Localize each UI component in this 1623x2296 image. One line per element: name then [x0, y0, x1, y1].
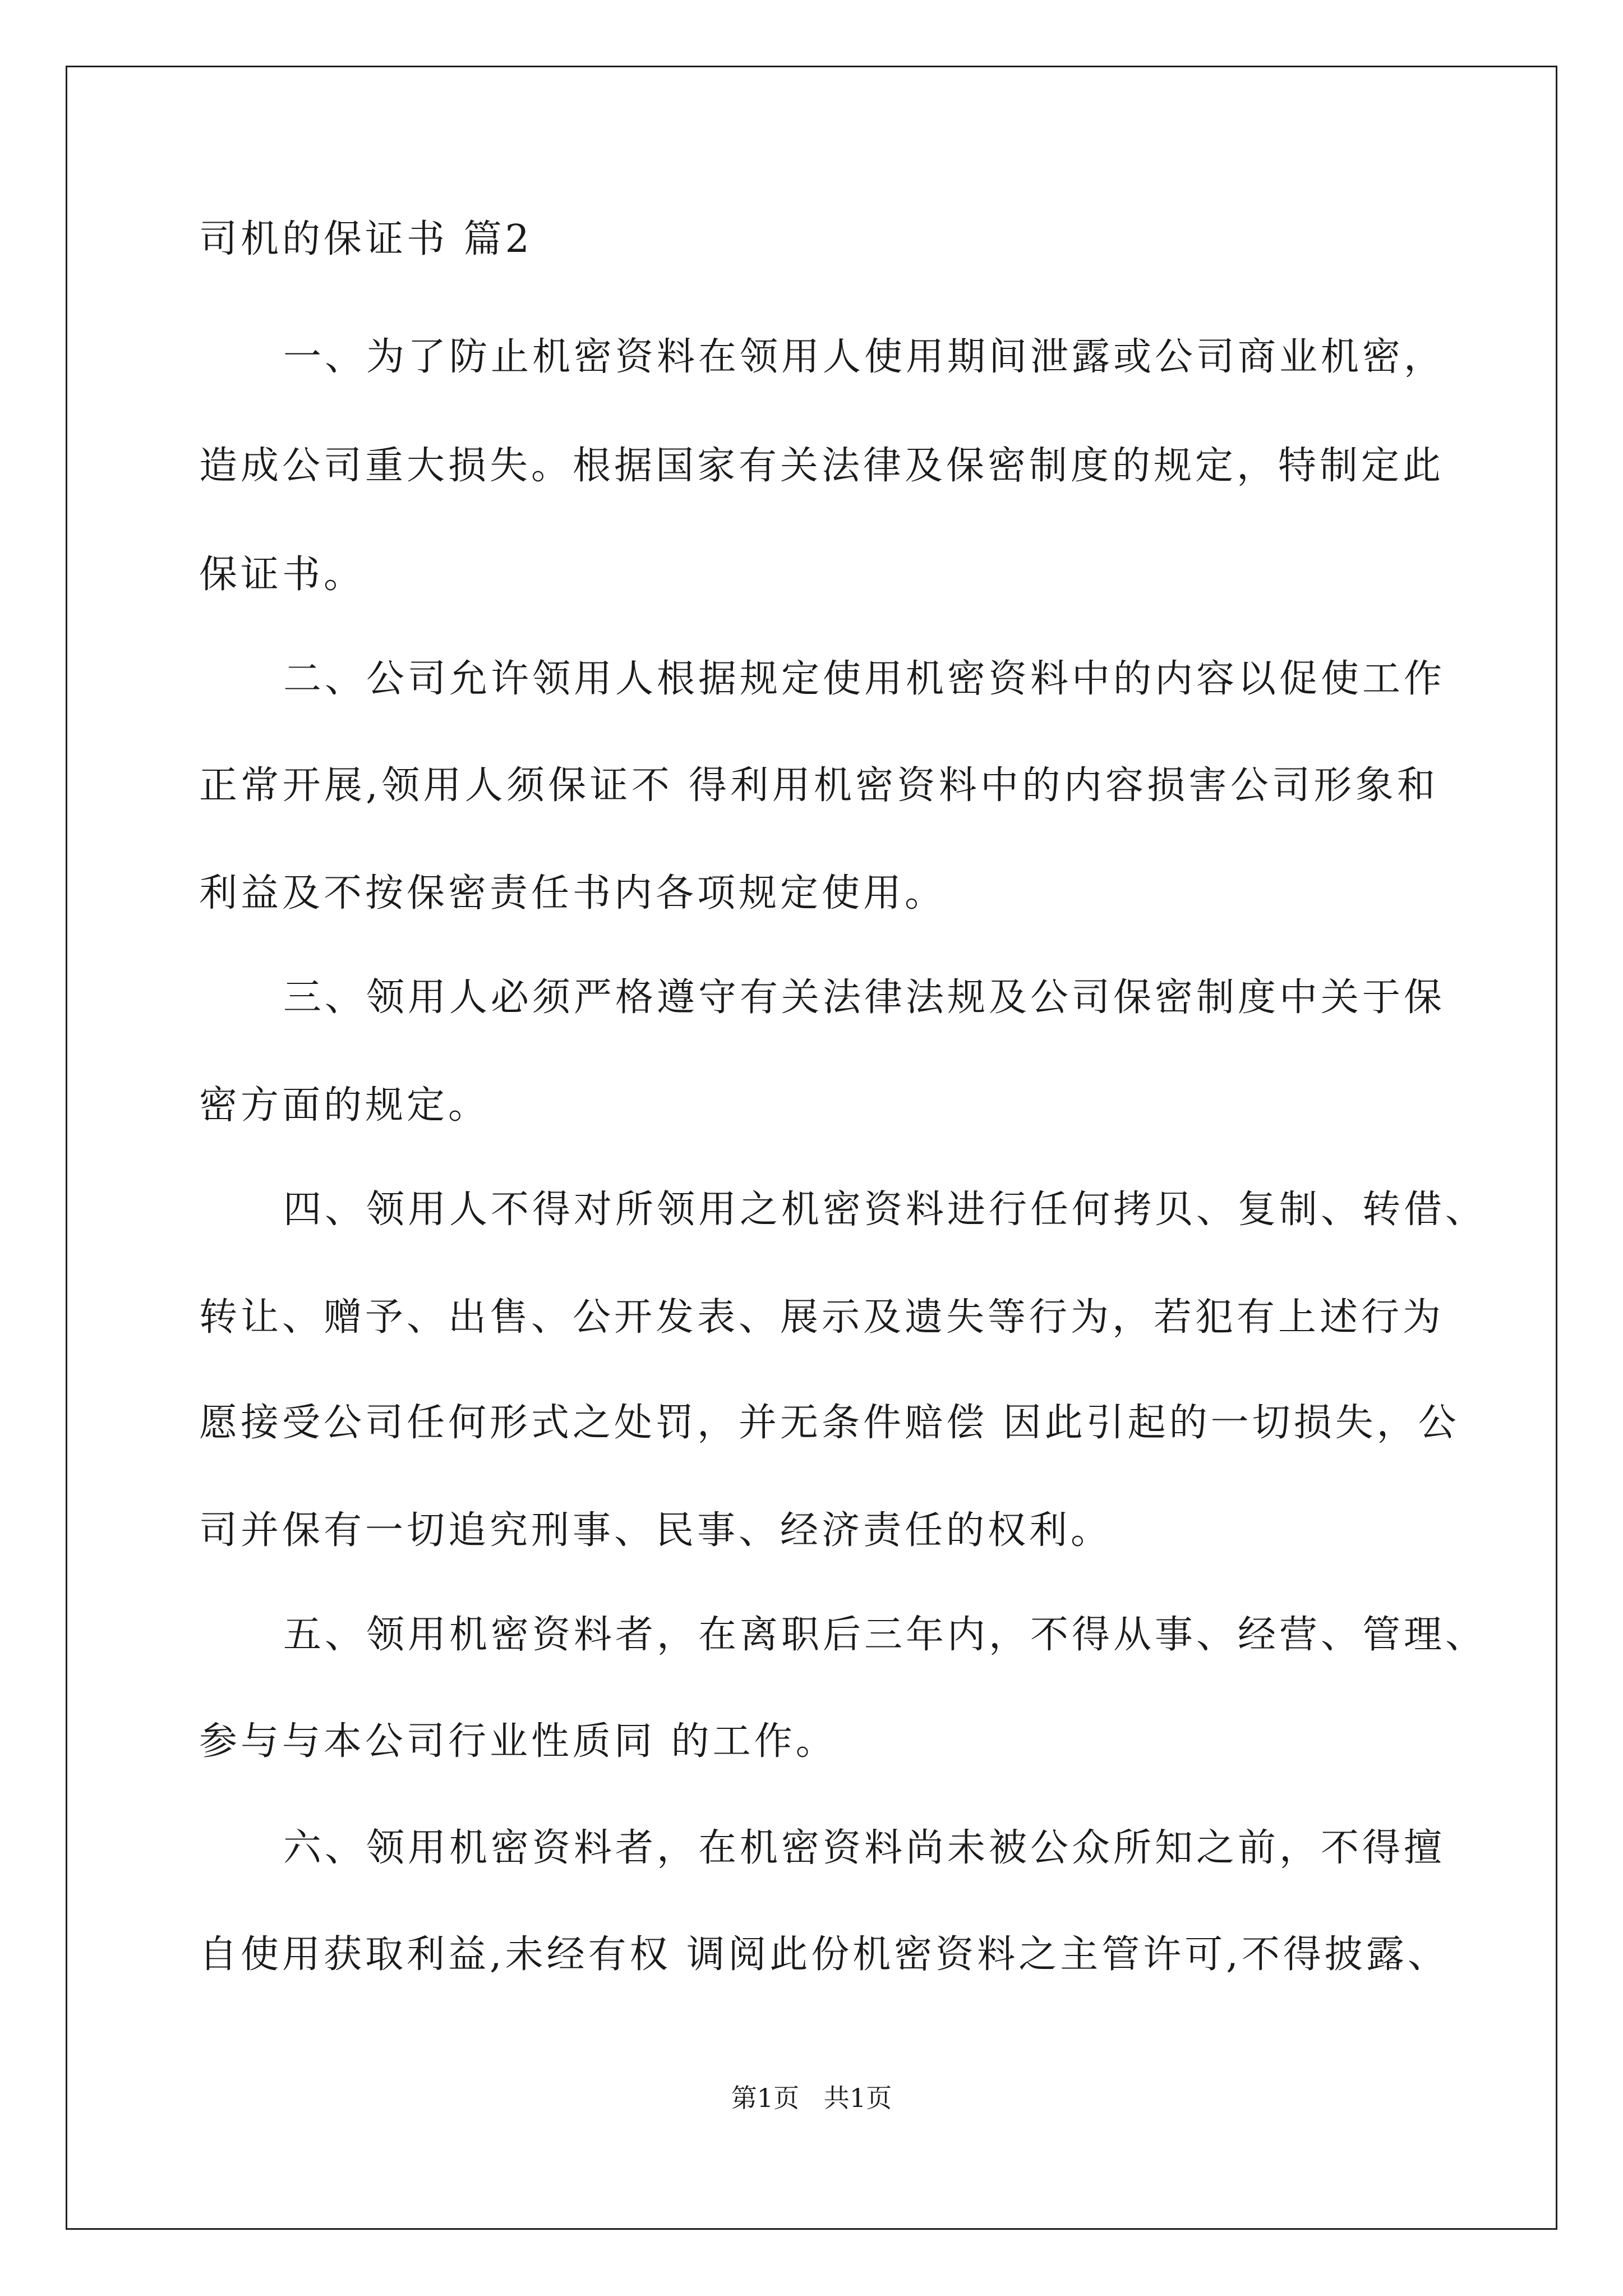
paragraph-1-line-2: 造成公司重大损失。根据国家有关法律及保密制度的规定，特制定此	[199, 444, 1445, 488]
paragraph-5-line-2: 参与与本公司行业性质同 的工作。	[199, 1719, 837, 1764]
document-title: 司机的保证书 篇2	[199, 217, 533, 261]
paragraph-3-line-2: 密方面的规定。	[199, 1083, 490, 1128]
paragraph-2-line-3: 利益及不按保密责任书内各项规定使用。	[199, 871, 947, 915]
paragraph-2-line-1: 二、公司允许领用人根据规定使用机密资料中的内容以促使工作	[283, 657, 1446, 701]
paragraph-4-line-2: 转让、赠予、出售、公开发表、展示及遗失等行为，若犯有上述行为	[199, 1295, 1445, 1340]
paragraph-4-line-1: 四、领用人不得对所领用之机密资料进行任何拷贝、复制、转借、	[283, 1188, 1487, 1232]
paragraph-4-line-3: 愿接受公司任何形式之处罚，并无条件赔偿 因此引起的一切损失，公	[199, 1401, 1460, 1445]
paragraph-5-line-1: 五、领用机密资料者，在离职后三年内，不得从事、经营、管理、	[283, 1613, 1487, 1657]
paragraph-2-line-2: 正常开展,领用人须保证不 得利用机密资料中的内容损害公司形象和	[199, 763, 1438, 808]
paragraph-6-line-2: 自使用获取利益,未经有权 调阅此份机密资料之主管许可,不得披露、	[199, 1932, 1449, 1977]
paragraph-1-line-3: 保证书。	[199, 553, 366, 597]
page-number-footer: 第1页 共1页	[731, 2083, 892, 2113]
page-border	[66, 66, 1557, 2230]
paragraph-6-line-1: 六、领用机密资料者，在机密资料尚未被公众所知之前，不得擅	[283, 1826, 1446, 1870]
paragraph-4-line-4: 司并保有一切追究刑事、民事、经济责任的权利。	[199, 1508, 1113, 1553]
paragraph-3-line-1: 三、领用人必须严格遵守有关法律法规及公司保密制度中关于保	[283, 976, 1446, 1020]
paragraph-1-line-1: 一、为了防止机密资料在领用人使用期间泄露或公司商业机密，	[283, 335, 1446, 379]
